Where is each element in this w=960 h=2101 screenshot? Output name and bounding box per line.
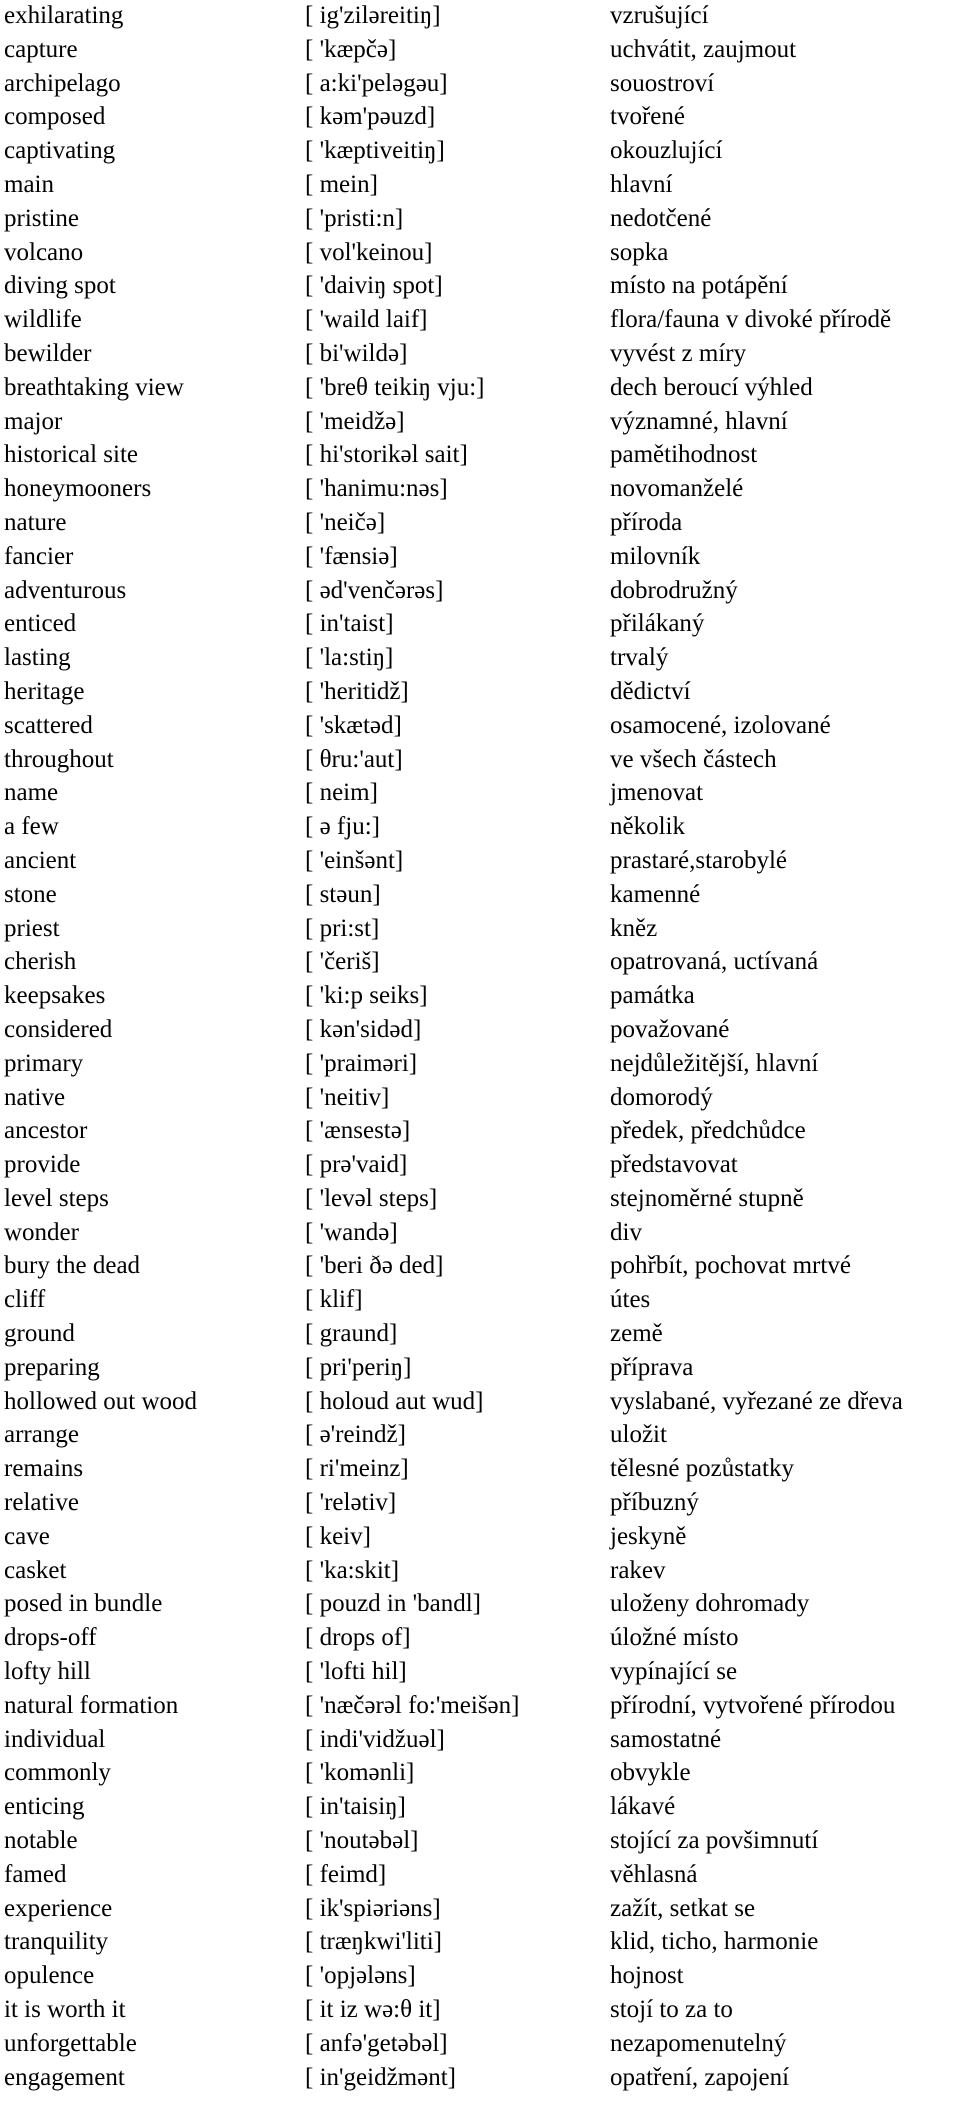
czech-translation: souostroví (610, 69, 715, 97)
czech-translation: novomanželé (610, 475, 744, 503)
pronunciation: [ mein] (305, 170, 378, 198)
czech-translation: nedotčené (610, 204, 712, 232)
czech-translation: příroda (610, 508, 683, 536)
vocab-row (0, 1419, 960, 1453)
czech-translation: stejnoměrné stupně (610, 1184, 804, 1212)
vocab-row (0, 1656, 960, 1690)
vocab-row (0, 372, 960, 406)
pronunciation: [ 'ænsestә] (305, 1117, 411, 1145)
english-word: engagement (4, 2063, 125, 2091)
pronunciation: [ 'pristi:n] (305, 204, 404, 232)
czech-translation: zažít, setkat se (610, 1894, 756, 1922)
czech-translation: flora/fauna v divoké přírodě (610, 306, 892, 334)
english-word: bewilder (4, 339, 92, 367)
czech-translation: klid, ticho, harmonie (610, 1928, 819, 1956)
vocab-row (0, 304, 960, 338)
vocab-row (0, 744, 960, 778)
czech-translation: předek, předchůdce (610, 1117, 806, 1145)
english-word: considered (4, 1015, 113, 1043)
pronunciation: [ kәm'pәuzd] (305, 103, 436, 131)
czech-translation: obvykle (610, 1759, 691, 1787)
czech-translation: pamětihodnost (610, 441, 758, 469)
vocab-row (0, 203, 960, 237)
czech-translation: představovat (610, 1151, 738, 1179)
pronunciation: [ 'neičә] (305, 508, 386, 536)
english-word: tranquility (4, 1928, 109, 1956)
vocab-row (0, 1859, 960, 1893)
czech-translation: vyvést z míry (610, 339, 747, 367)
czech-translation: věhlasná (610, 1860, 698, 1888)
english-word: casket (4, 1556, 67, 1584)
pronunciation: [ hi'storikәl sait] (305, 441, 468, 469)
vocab-row (0, 541, 960, 575)
english-word: fancier (4, 542, 74, 570)
english-word: lasting (4, 644, 71, 672)
vocab-row (0, 1724, 960, 1758)
vocab-row (0, 913, 960, 947)
english-word: natural formation (4, 1691, 179, 1719)
vocab-row (0, 710, 960, 744)
english-word: commonly (4, 1759, 111, 1787)
vocab-row (0, 1048, 960, 1082)
vocab-row (0, 575, 960, 609)
vocab-row (0, 676, 960, 710)
english-word: enticed (4, 610, 77, 638)
pronunciation: [ drops of] (305, 1624, 411, 1652)
vocab-row (0, 0, 960, 34)
english-word: adventurous (4, 576, 127, 604)
vocab-row (0, 1994, 960, 2028)
vocab-row (0, 1149, 960, 1183)
vocab-row (0, 811, 960, 845)
czech-translation: jmenovat (610, 779, 704, 807)
pronunciation: [ 'noutәbәl] (305, 1827, 419, 1855)
czech-translation: hojnost (610, 1962, 684, 1990)
pronunciation: [ 'kæptiveitiŋ] (305, 137, 445, 165)
vocab-row (0, 507, 960, 541)
pronunciation: [ 'einšәnt] (305, 846, 404, 874)
czech-translation: stojící za povšimnutí (610, 1827, 819, 1855)
vocab-row (0, 1250, 960, 1284)
english-word: ground (4, 1320, 75, 1348)
pronunciation: [ 'beri ðә ded] (305, 1252, 444, 1280)
czech-translation: dech beroucí výhled (610, 373, 813, 401)
pronunciation: [ vol'keinou] (305, 238, 433, 266)
english-word: archipelago (4, 69, 121, 97)
czech-translation: okouzlující (610, 137, 723, 165)
english-word: stone (4, 880, 57, 908)
english-word: famed (4, 1860, 67, 1888)
vocab-row (0, 608, 960, 642)
pronunciation: [ 'la:stiŋ] (305, 644, 394, 672)
english-word: captivating (4, 137, 116, 165)
czech-translation: vyslabané, vyřezané ze dřeva (610, 1387, 903, 1415)
czech-translation: nezapomenutelný (610, 2029, 787, 2057)
english-word: notable (4, 1827, 78, 1855)
czech-translation: sopka (610, 238, 669, 266)
english-word: priest (4, 914, 60, 942)
english-word: unforgettable (4, 2029, 137, 2057)
pronunciation: [ 'ka:skit] (305, 1556, 400, 1584)
pronunciation: [ 'praimәri] (305, 1049, 418, 1077)
pronunciation: [ træŋkwi'liti] (305, 1928, 442, 1956)
pronunciation: [ keiv] (305, 1522, 371, 1550)
english-word: historical site (4, 441, 138, 469)
pronunciation: [ әd'venčәrәs] (305, 576, 444, 604)
english-word: composed (4, 103, 106, 131)
vocab-row (0, 879, 960, 913)
pronunciation: [ pri:st] (305, 914, 380, 942)
pronunciation: [ ig'zilәreitiŋ] (305, 2, 441, 29)
czech-translation: lákavé (610, 1793, 676, 1821)
vocab-row (0, 101, 960, 135)
vocab-row (0, 1825, 960, 1859)
vocab-row (0, 1082, 960, 1116)
pronunciation: [ graund] (305, 1320, 398, 1348)
vocab-row (0, 1115, 960, 1149)
english-word: diving spot (4, 272, 116, 300)
vocab-row (0, 1386, 960, 1420)
english-word: scattered (4, 711, 93, 739)
pronunciation: [ 'breθ teikiŋ vju:] (305, 373, 485, 401)
english-word: ancestor (4, 1117, 88, 1145)
english-word: keepsakes (4, 982, 106, 1010)
vocab-row (0, 777, 960, 811)
vocab-row (0, 439, 960, 473)
vocab-row (0, 338, 960, 372)
pronunciation: [ pri'periŋ] (305, 1353, 412, 1381)
pronunciation: [ 'fænsiә] (305, 542, 398, 570)
english-word: cherish (4, 948, 77, 976)
pronunciation: [ kәn'sidәd] (305, 1015, 422, 1043)
vocab-row (0, 237, 960, 271)
english-word: posed in bundle (4, 1590, 163, 1618)
pronunciation: [ 'relәtiv] (305, 1489, 397, 1517)
pronunciation: [ in'taisiŋ] (305, 1793, 406, 1821)
pronunciation: [ 'kæpčә] (305, 35, 397, 63)
english-word: cave (4, 1522, 50, 1550)
english-word: level steps (4, 1184, 109, 1212)
english-word: wonder (4, 1218, 79, 1246)
pronunciation: [ 'levәl steps] (305, 1184, 438, 1212)
vocab-row (0, 1588, 960, 1622)
english-word: individual (4, 1725, 106, 1753)
vocab-row (0, 1926, 960, 1960)
czech-translation: uchvátit, zaujmout (610, 35, 797, 63)
pronunciation: [ prә'vaid] (305, 1151, 408, 1179)
pronunciation: [ 'hanimu:nәs] (305, 475, 448, 503)
pronunciation: [ 'skætәd] (305, 711, 402, 739)
vocab-row (0, 1284, 960, 1318)
english-word: preparing (4, 1353, 100, 1381)
english-word: capture (4, 35, 78, 63)
vocab-row (0, 1893, 960, 1927)
english-word: drops-off (4, 1624, 97, 1652)
english-word: main (4, 170, 54, 198)
english-word: cliff (4, 1286, 46, 1314)
vocab-row (0, 1318, 960, 1352)
czech-translation: samostatné (610, 1725, 722, 1753)
vocab-row (0, 1487, 960, 1521)
english-word: volcano (4, 238, 84, 266)
pronunciation: [ in'taist] (305, 610, 394, 638)
vocab-row (0, 1453, 960, 1487)
vocab-row (0, 1622, 960, 1656)
english-word: hollowed out wood (4, 1387, 198, 1415)
pronunciation: [ a:ki'pelәgәu] (305, 69, 448, 97)
pronunciation: [ pouzd in 'bandl] (305, 1590, 481, 1618)
english-word: relative (4, 1489, 79, 1517)
vocab-row (0, 1791, 960, 1825)
pronunciation: [ 'neitiv] (305, 1083, 390, 1111)
czech-translation: dědictví (610, 677, 691, 705)
czech-translation: domorodý (610, 1083, 713, 1111)
vocab-row (0, 642, 960, 676)
czech-translation: příprava (610, 1353, 694, 1381)
pronunciation: [ 'meidžә] (305, 407, 405, 435)
vocab-row (0, 1183, 960, 1217)
czech-translation: vypínající se (610, 1658, 738, 1686)
czech-translation: stojí to za to (610, 1996, 733, 2024)
pronunciation: [ bi'wildә] (305, 339, 408, 367)
czech-translation: přilákaný (610, 610, 705, 638)
english-word: experience (4, 1894, 113, 1922)
pronunciation: [ ә fju:] (305, 813, 380, 841)
pronunciation: [ 'lofti hil] (305, 1658, 407, 1686)
czech-translation: rakev (610, 1556, 666, 1584)
pronunciation: [ stәun] (305, 880, 381, 908)
czech-translation: přírodní, vytvořené přírodou (610, 1691, 896, 1719)
pronunciation: [ it iz wә:θ it] (305, 1996, 441, 2024)
vocab-row (0, 406, 960, 440)
vocab-row (0, 2062, 960, 2096)
vocab-row (0, 1757, 960, 1791)
czech-translation: významné, hlavní (610, 407, 788, 435)
pronunciation: [ 'opjәlәns] (305, 1962, 416, 1990)
vocab-row (0, 1521, 960, 1555)
pronunciation: [ klif] (305, 1286, 363, 1314)
czech-translation: uložit (610, 1421, 667, 1449)
english-word: honeymooners (4, 475, 152, 503)
vocab-row (0, 68, 960, 102)
english-word: heritage (4, 677, 85, 705)
czech-translation: opatrovaná, uctívaná (610, 948, 819, 976)
czech-translation: příbuzný (610, 1489, 699, 1517)
czech-translation: opatření, zapojení (610, 2063, 790, 2091)
czech-translation: památka (610, 982, 695, 1010)
pronunciation: [ neim] (305, 779, 378, 807)
pronunciation: [ 'čeriš] (305, 948, 380, 976)
vocab-row (0, 2028, 960, 2062)
english-word: remains (4, 1455, 84, 1483)
czech-translation: pohřbít, pochovat mrtvé (610, 1252, 851, 1280)
vocab-row (0, 34, 960, 68)
vocab-row (0, 946, 960, 980)
english-word: ancient (4, 846, 77, 874)
pronunciation: [ 'komәnli] (305, 1759, 415, 1787)
czech-translation: země (610, 1320, 663, 1348)
pronunciation: [ holoud aut wud] (305, 1387, 484, 1415)
czech-translation: osamocené, izolované (610, 711, 831, 739)
vocab-row (0, 1960, 960, 1994)
pronunciation: [ 'daiviŋ spot] (305, 272, 443, 300)
czech-translation: tělesné pozůstatky (610, 1455, 794, 1483)
czech-translation: úložné místo (610, 1624, 739, 1652)
czech-translation: uloženy dohromady (610, 1590, 810, 1618)
vocab-row (0, 169, 960, 203)
english-word: nature (4, 508, 67, 536)
czech-translation: kněz (610, 914, 658, 942)
pronunciation: [ anfә'getәbәl] (305, 2029, 448, 2057)
english-word: breathtaking view (4, 373, 184, 401)
czech-translation: jeskyně (610, 1522, 687, 1550)
english-word: enticing (4, 1793, 85, 1821)
pronunciation: [ 'wandә] (305, 1218, 398, 1246)
pronunciation: [ ә'reindž] (305, 1421, 406, 1449)
english-word: native (4, 1083, 66, 1111)
vocab-row (0, 845, 960, 879)
pronunciation: [ in'geidžmәnt] (305, 2063, 456, 2091)
czech-translation: několik (610, 813, 685, 841)
pronunciation: [ feimd] (305, 1860, 387, 1888)
czech-translation: nejdůležitější, hlavní (610, 1049, 819, 1077)
czech-translation: považované (610, 1015, 730, 1043)
english-word: major (4, 407, 63, 435)
english-word: primary (4, 1049, 84, 1077)
czech-translation: tvořené (610, 103, 685, 131)
english-word: provide (4, 1151, 81, 1179)
english-word: name (4, 779, 59, 807)
english-word: a few (4, 813, 59, 841)
vocab-row (0, 1217, 960, 1251)
czech-translation: prastaré,starobylé (610, 846, 788, 874)
english-word: exhilarating (4, 2, 124, 29)
english-word: throughout (4, 745, 114, 773)
vocab-row (0, 1555, 960, 1589)
english-word: lofty hill (4, 1658, 91, 1686)
pronunciation: [ 'næčәrәl fo:'meišәn] (305, 1691, 520, 1719)
english-word: arrange (4, 1421, 79, 1449)
english-word: it is worth it (4, 1996, 126, 2024)
english-word: pristine (4, 204, 79, 232)
czech-translation: dobrodružný (610, 576, 738, 604)
vocab-row (0, 1352, 960, 1386)
czech-translation: trvalý (610, 644, 669, 672)
czech-translation: útes (610, 1286, 651, 1314)
czech-translation: ve všech částech (610, 745, 777, 773)
vocab-row (0, 1014, 960, 1048)
vocab-row (0, 1690, 960, 1724)
english-word: bury the dead (4, 1252, 141, 1280)
pronunciation: [ indi'vidžuәl] (305, 1725, 445, 1753)
pronunciation: [ ri'meinz] (305, 1455, 409, 1483)
vocab-row (0, 270, 960, 304)
english-word: opulence (4, 1962, 95, 1990)
vocab-row (0, 135, 960, 169)
czech-translation: kamenné (610, 880, 701, 908)
pronunciation: [ ik'spiәriәns] (305, 1894, 441, 1922)
pronunciation: [ θru:'aut] (305, 745, 403, 773)
czech-translation: místo na potápění (610, 272, 788, 300)
pronunciation: [ 'heritidž] (305, 677, 409, 705)
pronunciation: [ 'ki:p seiks] (305, 982, 428, 1010)
czech-translation: hlavní (610, 170, 673, 198)
english-word: wildlife (4, 306, 82, 334)
pronunciation: [ 'waild laif] (305, 306, 428, 334)
vocab-row (0, 473, 960, 507)
czech-translation: vzrušující (610, 2, 709, 29)
czech-translation: milovník (610, 542, 701, 570)
vocab-row (0, 980, 960, 1014)
czech-translation: div (610, 1218, 642, 1246)
